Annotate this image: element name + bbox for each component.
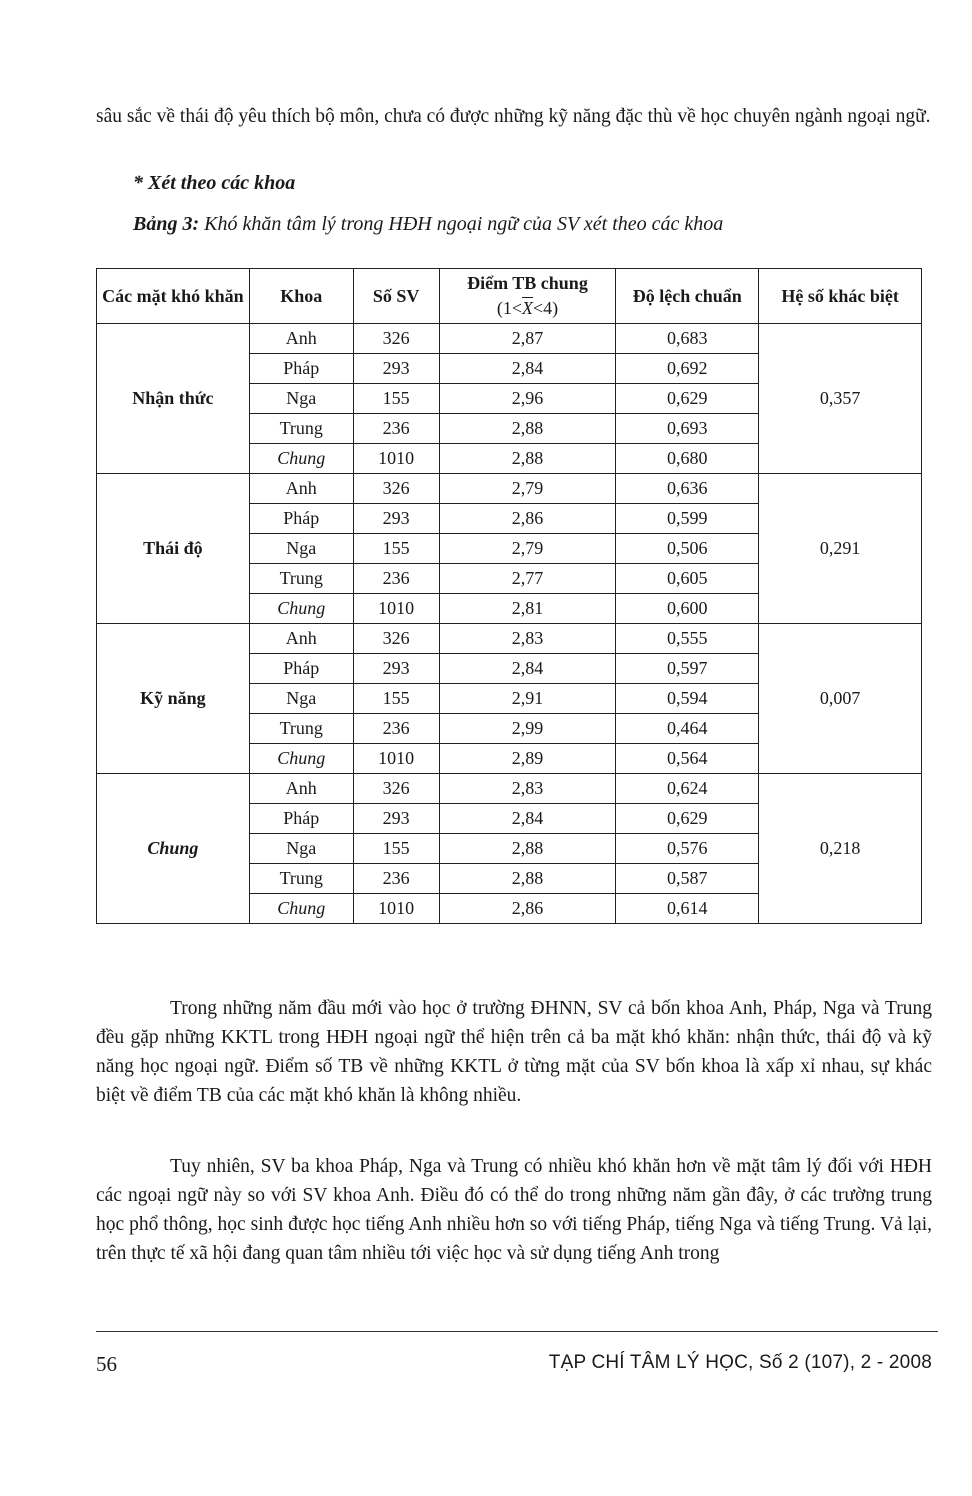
so-sv-cell: 326 (353, 324, 439, 354)
so-sv-cell: 236 (353, 564, 439, 594)
do-lech-chuan-cell: 0,555 (616, 624, 759, 654)
diem-tb-cell: 2,79 (439, 534, 616, 564)
table-row (97, 774, 922, 804)
so-sv-cell: 155 (353, 534, 439, 564)
table-row (97, 474, 922, 504)
do-lech-chuan-cell: 0,597 (616, 654, 759, 684)
khoa-cell: Nga (249, 384, 353, 414)
khoa-cell: Chung (249, 894, 353, 924)
diem-tb-cell: 2,88 (439, 444, 616, 474)
diem-tb-cell: 2,86 (439, 894, 616, 924)
so-sv-cell: 293 (353, 354, 439, 384)
khoa-cell: Pháp (249, 354, 353, 384)
paragraph-1: Trong những năm đầu mới vào học ở trường ĐHNN, SV cả bốn khoa Anh, Pháp, Nga và Trung đều gặp những KKTL trong HĐH ngoại ngữ thể hiện trên cả ba mặt khó khăn: nhận thức, thái độ và kỹ năng học ngoại ngữ. Điểm số TB về những KKTL ở từng mặt của SV bốn khoa là xấp xỉ nhau, sự khác biệt về điểm TB của các mặt khó khăn là không nhiều. (96, 998, 932, 1106)
so-sv-cell: 1010 (353, 594, 439, 624)
journal-title: TẠP CHÍ TÂM LÝ HỌC, Số 2 (107), 2 - 2008 (548, 1352, 932, 1373)
do-lech-chuan-cell: 0,683 (616, 324, 759, 354)
khoa-cell: Chung (249, 744, 353, 774)
khoa-cell: Chung (249, 594, 353, 624)
group-label: Nhận thức (97, 324, 250, 474)
do-lech-chuan-cell: 0,614 (616, 894, 759, 924)
table-header-row (97, 269, 922, 324)
so-sv-cell: 1010 (353, 444, 439, 474)
do-lech-chuan-cell: 0,693 (616, 414, 759, 444)
data-table (96, 268, 922, 924)
so-sv-cell: 1010 (353, 894, 439, 924)
coefficient-cell: 0,357 (759, 324, 922, 474)
intro-paragraph: sâu sắc về thái độ yêu thích bộ môn, chưa có được những kỹ năng đặc thù về học chuyên ngành ngoại ngữ. (96, 106, 931, 127)
diem-tb-cell: 2,84 (439, 354, 616, 384)
so-sv-cell: 155 (353, 384, 439, 414)
table-caption (133, 213, 933, 236)
do-lech-chuan-cell: 0,564 (616, 744, 759, 774)
header-heso: Hệ số khác biệt (759, 269, 922, 324)
coefficient-cell: 0,007 (759, 624, 922, 774)
khoa-cell: Trung (249, 414, 353, 444)
footer-divider (96, 1331, 938, 1332)
khoa-cell: Anh (249, 624, 353, 654)
table-row (97, 324, 922, 354)
khoa-cell: Trung (249, 564, 353, 594)
group-label: Kỹ năng (97, 624, 250, 774)
so-sv-cell: 155 (353, 834, 439, 864)
so-sv-cell: 293 (353, 804, 439, 834)
header-diem-title: Điểm TB chung (467, 273, 588, 293)
so-sv-cell: 326 (353, 624, 439, 654)
khoa-cell: Pháp (249, 804, 353, 834)
do-lech-chuan-cell: 0,692 (616, 354, 759, 384)
so-sv-cell: 236 (353, 864, 439, 894)
do-lech-chuan-cell: 0,599 (616, 504, 759, 534)
khoa-cell: Nga (249, 834, 353, 864)
do-lech-chuan-cell: 0,464 (616, 714, 759, 744)
do-lech-chuan-cell: 0,680 (616, 444, 759, 474)
khoa-cell: Pháp (249, 504, 353, 534)
table-body (97, 324, 922, 924)
section-heading: * Xét theo các khoa (133, 172, 296, 194)
khoa-cell: Trung (249, 864, 353, 894)
header-diem-range-post: <4) (532, 298, 559, 318)
header-diem-range-x: $\overline{X}$ (521, 298, 533, 318)
do-lech-chuan-cell: 0,624 (616, 774, 759, 804)
khoa-cell: Anh (249, 774, 353, 804)
so-sv-cell: 293 (353, 654, 439, 684)
diem-tb-cell: 2,91 (439, 684, 616, 714)
header-diem-range-pre: (1< (496, 298, 522, 318)
do-lech-chuan-cell: 0,594 (616, 684, 759, 714)
paragraph-2: Tuy nhiên, SV ba khoa Pháp, Nga và Trung có nhiều khó khăn hơn về mặt tâm lý đối với HĐH các ngoại ngữ này so với SV khoa Anh. Điều đó có thể do trong những năm gần đây, ở các trường trung học phổ thông, học sinh được học tiếng Anh nhiều hơn so với tiếng Pháp, tiếng Nga và tiếng Trung. Vả lại, trên thực tế xã hội đang quan tâm nhiều tới việc học và sử dụng tiếng Anh trong (96, 1156, 932, 1264)
do-lech-chuan-cell: 0,506 (616, 534, 759, 564)
diem-tb-cell: 2,81 (439, 594, 616, 624)
so-sv-cell: 236 (353, 414, 439, 444)
coefficient-cell: 0,291 (759, 474, 922, 624)
khoa-cell: Chung (249, 444, 353, 474)
table-row (97, 624, 922, 654)
khoa-cell: Trung (249, 714, 353, 744)
khoa-cell: Pháp (249, 654, 353, 684)
diem-tb-cell: 2,88 (439, 834, 616, 864)
diem-tb-cell: 2,77 (439, 564, 616, 594)
header-khoa: Khoa (249, 269, 353, 324)
diem-tb-cell: 2,86 (439, 504, 616, 534)
so-sv-cell: 326 (353, 774, 439, 804)
khoa-cell: Nga (249, 684, 353, 714)
diem-tb-cell: 2,96 (439, 384, 616, 414)
do-lech-chuan-cell: 0,629 (616, 384, 759, 414)
diem-tb-cell: 2,87 (439, 324, 616, 354)
page-number: 56 (96, 1352, 117, 1376)
header-sosv: Số SV (353, 269, 439, 324)
caption-label: Bảng 3: (133, 213, 200, 235)
group-label: Chung (97, 774, 250, 924)
do-lech-chuan-cell: 0,629 (616, 804, 759, 834)
khoa-cell: Nga (249, 534, 353, 564)
diem-tb-cell: 2,88 (439, 414, 616, 444)
header-dolech: Độ lệch chuẩn (616, 269, 759, 324)
do-lech-chuan-cell: 0,636 (616, 474, 759, 504)
coefficient-cell: 0,218 (759, 774, 922, 924)
caption-text: Khó khăn tâm lý trong HĐH ngoại ngữ của SV xét theo các khoa (204, 213, 724, 235)
so-sv-cell: 326 (353, 474, 439, 504)
do-lech-chuan-cell: 0,600 (616, 594, 759, 624)
so-sv-cell: 155 (353, 684, 439, 714)
diem-tb-cell: 2,84 (439, 654, 616, 684)
header-diem (439, 269, 616, 324)
diem-tb-cell: 2,83 (439, 774, 616, 804)
do-lech-chuan-cell: 0,605 (616, 564, 759, 594)
diem-tb-cell: 2,88 (439, 864, 616, 894)
do-lech-chuan-cell: 0,587 (616, 864, 759, 894)
diem-tb-cell: 2,89 (439, 744, 616, 774)
diem-tb-cell: 2,99 (439, 714, 616, 744)
khoa-cell: Anh (249, 324, 353, 354)
so-sv-cell: 1010 (353, 744, 439, 774)
group-label: Thái độ (97, 474, 250, 624)
diem-tb-cell: 2,84 (439, 804, 616, 834)
diem-tb-cell: 2,83 (439, 624, 616, 654)
do-lech-chuan-cell: 0,576 (616, 834, 759, 864)
so-sv-cell: 236 (353, 714, 439, 744)
header-mat: Các mặt khó khăn (97, 269, 250, 324)
so-sv-cell: 293 (353, 504, 439, 534)
diem-tb-cell: 2,79 (439, 474, 616, 504)
khoa-cell: Anh (249, 474, 353, 504)
